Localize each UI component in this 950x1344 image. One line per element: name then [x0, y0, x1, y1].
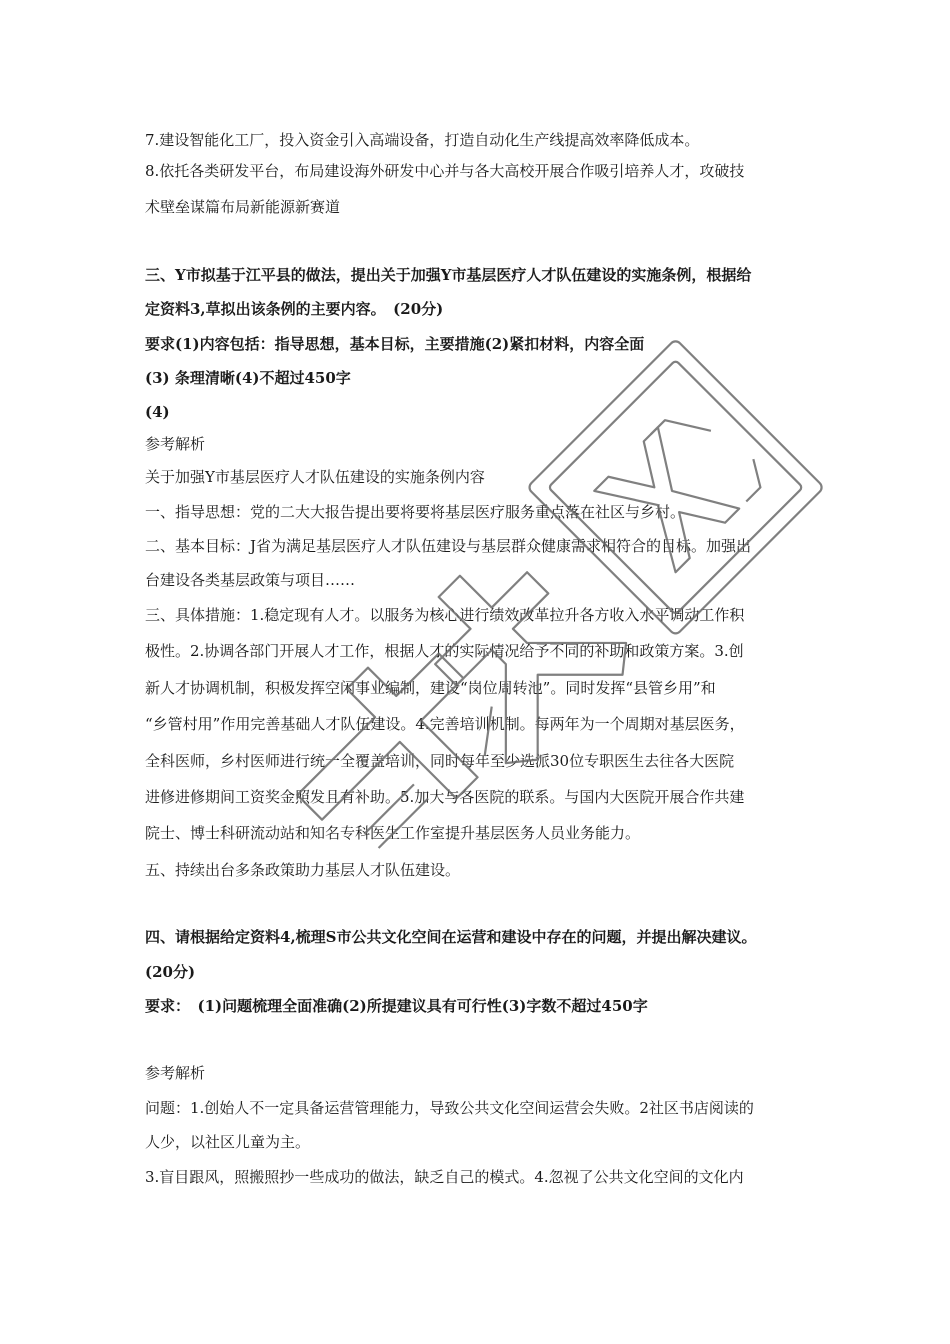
question-heading: 三、Y市拟基于江平县的做法，提出关于加强Y市基层医疗人才队伍建设的实施条例，根据给 — [145, 266, 752, 284]
text-line: 二、基本目标：J省为满足基层医疗人才队伍建设与基层群众健康需求相符合的目标。加强出 — [145, 537, 752, 555]
text-line: 关于加强Y市基层医疗人才队伍建设的实施条例内容 — [145, 468, 485, 486]
text-line: 院士、博士科研流动站和知名专科医生工作室提升基层医务人员业务能力。 — [145, 824, 641, 842]
text-line: 问题：1.创始人不一定具备运营管理能力，导致公共文化空间运营会失败。2社区书店阅读的 — [145, 1099, 754, 1117]
requirement-line: (4) — [145, 403, 170, 421]
text-line: 五、持续出台多条政策助力基层人才队伍建设。 — [145, 861, 461, 879]
text-line: 台建设各类基层政策与项目…… — [145, 571, 356, 589]
requirement-line: 要求： (1)问题梳理全面准确(2)所提建议具有可行性(3)字数不超过450字 — [145, 997, 648, 1015]
text-line: 三、具体措施：1.稳定现有人才。以服务为核心进行绩效改革拉升各方收入水平调动工作积 — [145, 606, 745, 624]
question-heading: (20分) — [145, 963, 196, 981]
text-line: 极性。2.协调各部门开展人才工作，根据人才的实际情况给予不同的补助和政策方案。3.创 — [145, 642, 744, 660]
requirement-line: (3) 条理清晰(4)不超过450字 — [145, 369, 351, 387]
answer-label: 参考解析 — [145, 435, 206, 453]
question-heading: 四、请根据给定资料4,梳理S市公共文化空间在运营和建设中存在的问题，并提出解决建议。 — [145, 928, 757, 946]
text-line: 7.建设智能化工厂，投入资金引入高端设备，打造自动化生产线提高效率降低成本。 — [145, 131, 700, 149]
answer-label: 参考解析 — [145, 1064, 206, 1082]
text-line: 术壁垒谋篇布局新能源新赛道 — [145, 198, 341, 216]
text-line: “乡管村用”作用完善基础人才队伍建设。4.完善培训机制。每两年为一个周期对基层医务， — [145, 715, 745, 733]
text-line: 8.依托各类研发平台，布局建设海外研发中心并与各大高校开展合作吸引培养人才，攻破技 — [145, 162, 745, 180]
text-line: 一、指导思想：党的二大大报告提出要将要将基层医疗服务重点落在社区与乡村。 — [145, 503, 686, 521]
text-line: 新人才协调机制，积极发挥空闲事业编制，建设“岗位周转池”。同时发挥“县管乡用”和 — [145, 679, 716, 697]
text-line: 3.盲目跟风，照搬照抄一些成功的做法，缺乏自己的模式。4.忽视了公共文化空间的文化内 — [145, 1168, 744, 1186]
text-line: 进修进修期间工资奖金照发且有补助。5.加大与各医院的联系。与国内大医院开展合作共建 — [145, 788, 745, 806]
question-heading: 定资料3,草拟出该条例的主要内容。 (20分) — [145, 300, 444, 318]
text-line: 全科医师，乡村医师进行统一全覆盖培训，同时每年至少选派30位专职医生去往各大医院 — [145, 752, 735, 770]
text-line: 人少，以社区儿童为主。 — [145, 1133, 311, 1151]
requirement-line: 要求(1)内容包括：指导思想，基本目标，主要措施(2)紧扣材料，内容全面 — [145, 335, 645, 353]
